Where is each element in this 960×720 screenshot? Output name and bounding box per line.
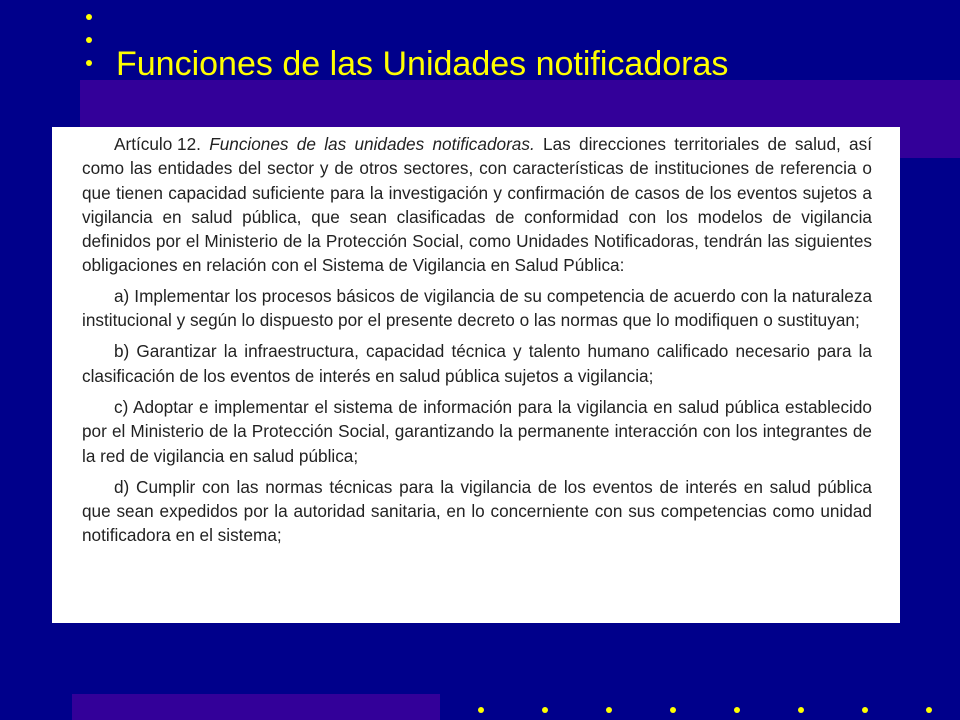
- bullet-dot: [542, 707, 548, 713]
- bullet-dot: [86, 14, 92, 20]
- bottom-dot-row: [440, 704, 960, 720]
- bullet-dot: [798, 707, 804, 713]
- article-item-a: a) Implementar los procesos básicos de vigilancia de su competencia de acuerdo con la naturaleza institucional y según lo dispuesto por el presente decreto o las normas que lo modifiquen o sustituyan;: [82, 285, 872, 331]
- decorative-band-bottom: [72, 694, 440, 720]
- bullet-dot: [86, 60, 92, 66]
- document-excerpt: [52, 127, 900, 623]
- article-item-b: b) Garantizar la infraestructura, capacidad técnica y talento humano calificado necesario para la clasificación de los eventos de interés en salud pública sujetos a vigilancia;: [82, 341, 872, 386]
- article-item-c: c) Adoptar e implementar el sistema de información para la vigilancia en salud pública establecido por el Ministerio de la Protección Social, garantizando la permanente interacción con los integrantes de la red de vigilancia en salud pública;: [82, 396, 872, 466]
- bullet-dot: [862, 707, 868, 713]
- bullet-dot: [478, 707, 484, 713]
- article-title: Funciones de las unidades notificadoras.: [209, 134, 535, 154]
- bullet-dot: [86, 37, 92, 43]
- article-number: Artículo 12.: [114, 134, 201, 154]
- bullet-dot: [734, 707, 740, 713]
- slide-title: Funciones de las Unidades notificadoras: [116, 45, 729, 83]
- bullet-dot: [926, 707, 932, 713]
- article-intro-paragraph: [82, 132, 872, 278]
- article-intro-text: Las direcciones territoriales de salud, así como las entidades del sector y de otros sectores, con características de instituciones de referencia o que tienen capacidad suficiente para la investigación y confirmación de casos de los eventos sujetos a vigilancia en salud pública, que sean clasificadas de conformidad con los modelos de vigilancia definidos por el Ministerio de la Protección Social, como Unidades Notificadoras, tendrán las siguientes obligaciones en relación con el Sistema de Vigilancia en Salud Pública:: [82, 134, 872, 276]
- article-item-d: d) Cumplir con las normas técnicas para la vigilancia de los eventos de interés en salud pública que sean expedidos por la autoridad sanitaria, en lo concerniente con sus competencias como unidad notificadora en el sistema;: [82, 476, 872, 546]
- bullet-dot: [670, 707, 676, 713]
- bullet-dot: [606, 707, 612, 713]
